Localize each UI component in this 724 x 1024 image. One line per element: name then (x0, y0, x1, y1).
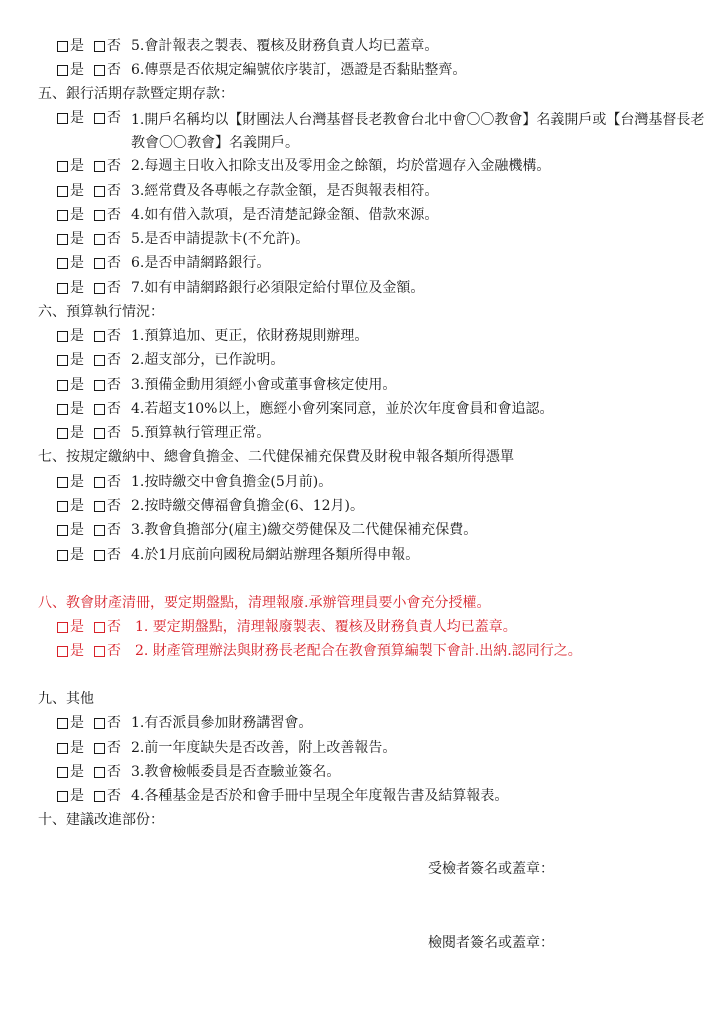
checklist-item: 是 否 5.是否申請提款卡(不允許)。 (57, 230, 707, 248)
checklist-item: 是 否 3.教會檢帳委員是否查驗並簽名。 (57, 763, 707, 781)
item-text: 1.預算追加、更正，依財務規則辦理。 (131, 328, 369, 344)
no-checkbox[interactable] (94, 646, 105, 657)
checklist-item: 是 否 1. 要定期盤點，清理報廢製表、覆核及財務負責人均已蓋章。 (57, 618, 707, 636)
yes-checkbox[interactable] (57, 718, 68, 729)
item-text: 4.於1月底前向國稅局網站辦理各類所得申報。 (131, 547, 420, 563)
item-text: 2. 財產管理辦法與財務長老配合在教會預算編製下會計.出納.認同行之。 (135, 643, 582, 659)
item-text: 3.預備金動用須經小會或董事會核定使用。 (131, 377, 397, 393)
section-title-payments: 七、按規定繳納中、總會負擔金、二代健保補充保費及財稅申報各類所得憑單 (38, 449, 514, 465)
no-checkbox[interactable] (94, 380, 105, 391)
yes-checkbox[interactable] (57, 622, 68, 633)
item-text: 4.如有借入款項，是否清楚記錄金額、借款來源。 (131, 207, 439, 223)
yes-checkbox[interactable] (57, 161, 68, 172)
no-checkbox[interactable] (94, 477, 105, 488)
yes-checkbox[interactable] (57, 428, 68, 439)
section-title-bank-deposits: 五、銀行活期存款暨定期存款： (38, 86, 234, 102)
checklist-item: 是 否 4.如有借入款項，是否清楚記錄金額、借款來源。 (57, 206, 707, 224)
checklist-item: 是 否 3.教會負擔部分(雇主)繳交勞健保及二代健保補充保費。 (57, 521, 707, 539)
yes-checkbox[interactable] (57, 186, 68, 197)
yes-checkbox[interactable] (57, 646, 68, 657)
checklist-item: 是 否 7.如有申請網路銀行必須限定給付單位及金額。 (57, 279, 707, 297)
item-text: 3.經常費及各專帳之存款金額，是否與報表相符。 (131, 183, 439, 199)
item-text: 3.教會負擔部分(雇主)繳交勞健保及二代健保補充保費。 (131, 522, 478, 538)
checklist-item: 是 否 3.預備金動用須經小會或董事會核定使用。 (57, 376, 707, 394)
no-checkbox[interactable] (94, 161, 105, 172)
item-text: 6.是否申請網路銀行。 (131, 255, 271, 271)
no-checkbox[interactable] (94, 550, 105, 561)
no-checkbox[interactable] (94, 718, 105, 729)
checklist-item: 是 否 4.若超支10%以上，應經小會列案同意，並於次年度會員和會追認。 (57, 400, 707, 418)
item-text: 5.是否申請提款卡(不允許)。 (131, 231, 310, 247)
no-checkbox[interactable] (94, 428, 105, 439)
item-text: 1.按時繳交中會負擔金(5月前)。 (131, 474, 333, 490)
no-checkbox[interactable] (94, 525, 105, 536)
yes-checkbox[interactable] (57, 477, 68, 488)
yes-checkbox[interactable] (57, 283, 68, 294)
yes-checkbox[interactable] (57, 525, 68, 536)
yes-checkbox[interactable] (57, 258, 68, 269)
item-text: 4.若超支10%以上，應經小會列案同意，並於次年度會員和會追認。 (131, 401, 554, 417)
item-text: 4.各種基金是否於和會手冊中呈現全年度報告書及結算報表。 (131, 788, 509, 804)
section-title-suggestions: 十、建議改進部份： (38, 812, 164, 828)
yes-checkbox[interactable] (57, 404, 68, 415)
yes-checkbox[interactable] (57, 767, 68, 778)
no-checkbox[interactable] (94, 404, 105, 415)
yes-checkbox[interactable] (57, 550, 68, 561)
no-checkbox[interactable] (94, 355, 105, 366)
item-text: 2.每週主日收入扣除支出及零用金之餘額，均於當週存入金融機構。 (131, 158, 551, 174)
reviewer-signature-label: 檢閱者簽名或蓋章： (428, 935, 554, 951)
item-text: 2.超支部分，已作說明。 (131, 352, 285, 368)
yes-checkbox[interactable] (57, 113, 68, 124)
no-checkbox[interactable] (94, 622, 105, 633)
no-checkbox[interactable] (94, 791, 105, 802)
checklist-item: 是 否 5.預算執行管理正常。 (57, 424, 707, 442)
no-checkbox[interactable] (94, 234, 105, 245)
yes-checkbox[interactable] (57, 501, 68, 512)
yes-checkbox[interactable] (57, 380, 68, 391)
checklist-item: 是 否 2. 財產管理辦法與財務長老配合在教會預算編製下會計.出納.認同行之。 (57, 642, 707, 660)
checklist-item: 是 否 2.按時繳交傳福會負擔金(6、12月)。 (57, 497, 707, 515)
yes-checkbox[interactable] (57, 743, 68, 754)
yes-checkbox[interactable] (57, 210, 68, 221)
yes-checkbox[interactable] (57, 331, 68, 342)
no-checkbox[interactable] (94, 767, 105, 778)
checklist-item: 是 否 6.是否申請網路銀行。 (57, 254, 707, 272)
section-title-budget: 六、預算執行情況： (38, 304, 164, 320)
inspected-signature-label: 受檢者簽名或蓋章： (428, 861, 554, 877)
yes-checkbox[interactable] (57, 355, 68, 366)
no-checkbox[interactable] (94, 501, 105, 512)
checklist-item: 是 否 2.每週主日收入扣除支出及零用金之餘額，均於當週存入金融機構。 (57, 157, 707, 175)
item-text: 1.有否派員參加財務講習會。 (131, 715, 313, 731)
yes-checkbox[interactable] (57, 41, 68, 52)
no-checkbox[interactable] (94, 283, 105, 294)
no-checkbox[interactable] (94, 186, 105, 197)
item-text: 1. 要定期盤點，清理報廢製表、覆核及財務負責人均已蓋章。 (135, 619, 517, 635)
item-text: 2.前一年度缺失是否改善，附上改善報告。 (131, 740, 397, 756)
checklist-item: 是 否 1.有否派員參加財務講習會。 (57, 714, 707, 732)
section-title-other: 九、其他 (38, 691, 94, 707)
item-text: 3.教會檢帳委員是否查驗並簽名。 (131, 764, 341, 780)
checklist-item: 是 否 4.各種基金是否於和會手冊中呈現全年度報告書及結算報表。 (57, 787, 707, 805)
checklist-item: 是 否 5.會計報表之製表、覆核及財務負責人均已蓋章。 (57, 37, 707, 55)
yes-checkbox[interactable] (57, 65, 68, 76)
checklist-item: 是 否 1.預算追加、更正，依財務規則辦理。 (57, 327, 707, 345)
checklist-item: 是 否 2.超支部分，已作說明。 (57, 351, 707, 369)
yes-checkbox[interactable] (57, 234, 68, 245)
checklist-item: 是 否 6.傳票是否依規定編號依序裝訂，憑證是否黏貼整齊。 (57, 61, 707, 79)
no-checkbox[interactable] (94, 210, 105, 221)
yes-checkbox[interactable] (57, 791, 68, 802)
checklist-item: 是 否 1.按時繳交中會負擔金(5月前)。 (57, 473, 707, 491)
no-checkbox[interactable] (94, 258, 105, 269)
checklist-item: 是 否 2.前一年度缺失是否改善，附上改善報告。 (57, 739, 707, 757)
no-checkbox[interactable] (94, 331, 105, 342)
no-checkbox[interactable] (94, 65, 105, 76)
no-checkbox[interactable] (94, 41, 105, 52)
item-text: 6.傳票是否依規定編號依序裝訂，憑證是否黏貼整齊。 (131, 62, 467, 78)
item-text: 7.如有申請網路銀行必須限定給付單位及金額。 (131, 280, 425, 296)
item-text: 2.按時繳交傳福會負擔金(6、12月)。 (131, 498, 365, 514)
item-text: 5.預算執行管理正常。 (131, 425, 271, 441)
checklist-item: 是 否 3.經常費及各專帳之存款金額，是否與報表相符。 (57, 182, 707, 200)
no-checkbox[interactable] (94, 113, 105, 124)
no-checkbox[interactable] (94, 743, 105, 754)
section-title-property: 八、教會財產清冊，要定期盤點，清理報廢.承辦管理員要小會充分授權。 (38, 595, 491, 611)
checklist-item: 是 否 1.開戶名稱均以【財團法人台灣基督長老教會台北中會〇〇教會】名義開戶或【台灣基督長老教會〇〇教會】名義開戶。 (57, 109, 707, 155)
item-text: 5.會計報表之製表、覆核及財務負責人均已蓋章。 (131, 38, 439, 54)
checklist-item: 是 否 4.於1月底前向國稅局網站辦理各類所得申報。 (57, 546, 707, 564)
item-text: 1.開戶名稱均以【財團法人台灣基督長老教會台北中會〇〇教會】名義開戶或【台灣基督長老教會〇〇教會】名義開戶。 (131, 112, 705, 151)
